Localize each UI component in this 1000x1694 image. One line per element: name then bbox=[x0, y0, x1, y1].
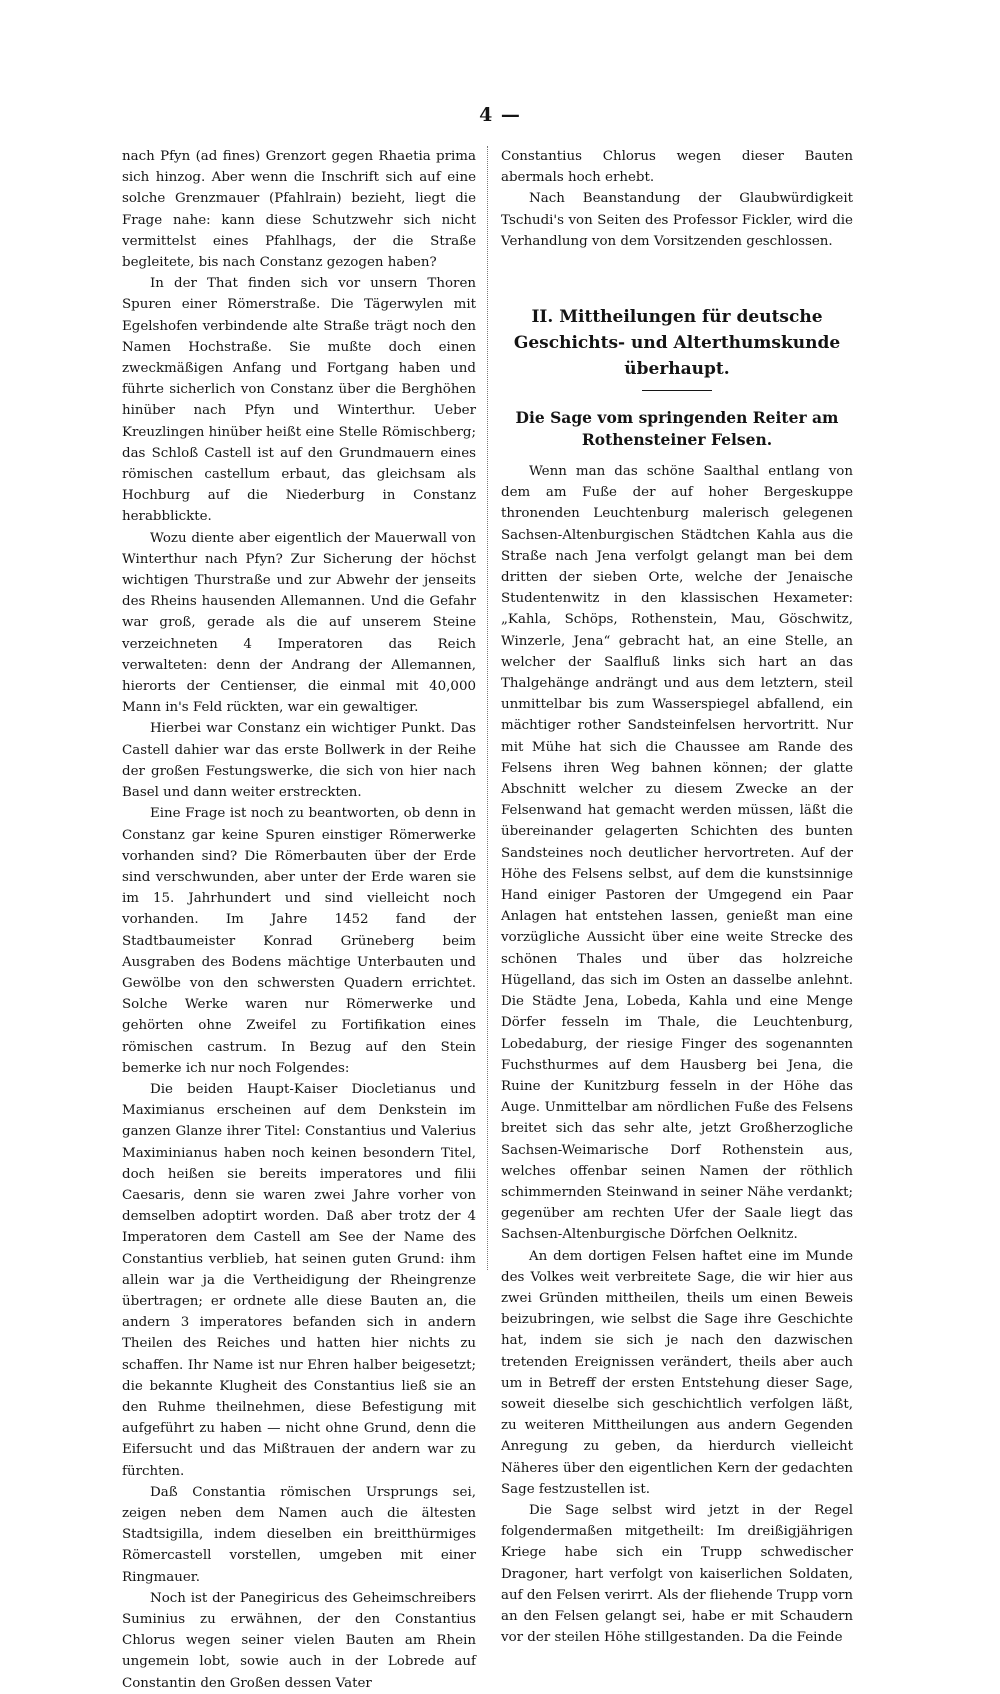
article-title: Die Sage vom springenden Reiter am Rothensteiner Felsen. bbox=[515, 408, 839, 450]
left-column bbox=[122, 146, 476, 1694]
left-paragraph-2: In der That finden sich vor unsern Thoren Spuren einer Römerstraße. Die Tägerwylen mit Egelshofen verbindende alte Straße trägt noch den Namen Hochstraße. Sie mußte doch einen zweckmäßigen Anfang und Fortgang haben und führte sicherlich von Constanz über die Berghöhen hinüber nach Pfyn und Winterthur. Ueber Kreuzlingen hinüber heißt eine Stelle Römischberg; das Schloß Castell ist auf den Grundmauern eines römischen castellum erbaut, das gleichsam als Hochburg auf die Niederburg in Constanz herabblickte. bbox=[122, 276, 476, 525]
right-paragraph-2: An dem dortigen Felsen haftet eine im Munde des Volkes weit verbreitete Sage, die wir hier aus zwei Gründen mittheilen, theils um einen Beweis beizubringen, wie selbst die Sage ihre Geschichte hat, indem sie sich je nach den dazwischen tretenden Ereignissen verändert, theils aber auch um in Betreff der ersten Entstehung dieser Sage, soweit dieselbe sich geschichtlich verfolgen läßt, zu weiteren Mittheilungen aus andern Gegenden Anregung zu geben, da hierdurch vielleicht Näheres über den eigentlichen Kern der gedachten Sage festzustellen ist. bbox=[501, 1248, 853, 1497]
left-paragraph-1: nach Pfyn (ad fines) Grenzort gegen Rhaetia prima sich hinzog. Aber wenn die Inschrift sich auf eine solche Grenzmauer (Pfahlrain) bezieht, liegt die Frage nahe: kann diese Schutzwehr sich nicht vermittelst eines Pfahlhags, der die Straße begleitete, bis nach Constanz gezogen haben? bbox=[122, 149, 476, 271]
left-paragraph-5: Eine Frage ist noch zu beantworten, ob denn in Constanz gar keine Spuren einstiger Römerwerke vorhanden sind? Die Römerbauten über der Erde sind verschwunden, aber unter der Erde waren sie im 15. Jahrhundert und sind vielleicht noch vorhanden. Im Jahre 1452 fand der Stadtbaumeister Konrad Grüneberg beim Ausgraben des Bodens mächtige Unterbauten und Gewölbe von den schwersten Quadern errichtet. Solche Werke waren nur Römerwerke und gehörten ohne Zweifel zu Fortifikation eines römischen castrum. In Bezug auf den Stein bemerke ich nur noch Folgendes: bbox=[122, 806, 476, 1076]
section-heading: II. Mittheilungen für deutsche Geschichts- und Alterthumskunde überhaupt. bbox=[513, 307, 841, 380]
left-paragraph-7: Daß Constantia römischen Ursprungs sei, zeigen neben dem Namen auch die ältesten Stadtsigilla, indem dieselben ein breitthürmiges Römercastell vorstellen, umgeben mit einer Ringmauer. bbox=[122, 1484, 476, 1585]
left-paragraph-6: Die beiden Haupt-Kaiser Diocletianus und Maximianus erscheinen auf dem Denkstein im ganzen Glanze ihrer Titel: Constantius und Valerius Maximinianus haben noch keinen besondern Titel, doch heißen sie bereits imperatores und filii Caesaris, denn sie waren zwei Jahre vorher von demselben adoptirt worden. Daß aber trotz der 4 Imperatoren dem Castell am See der Name des Constantius verblieb, hat seinen guten Grund: ihm allein war ja die Vertheidigung der Rheingrenze übertragen; er ordnete alle diese Bauten an, die andern 3 imperatores befanden sich in andern Theilen des Reiches und hatten hier nichts zu schaffen. Ihr Name ist nur Ehren halber beigesetzt; die bekannte Klugheit des Constantius ließ sie an den Ruhme theilnehmen, diese Befestigung mit aufgeführt zu haben — nicht ohne Grund, denn die Eifersucht und das Mißtrauen der andern war zu fürchten. bbox=[122, 1081, 476, 1479]
left-paragraph-4: Hierbei war Constanz ein wichtiger Punkt. Das Castell dahier war das erste Bollwerk in der Reihe der großen Festungswerke, die sich von hier nach Basel und dann weiter erstreckten. bbox=[122, 721, 476, 801]
column-divider bbox=[487, 146, 488, 1270]
page-number: 4 — bbox=[479, 104, 521, 126]
right-paragraph-1: Wenn man das schöne Saalthal entlang von dem am Fuße der auf hoher Bergeskuppe thronenden Leuchtenburg malerisch gelegenen Sachsen-Altenburgischen Städtchen Kahla aus die Straße nach Jena verfolgt gelangt man bei dem dritten der sieben Orte, welche der Jenaische Studentenwitz in den klassischen Hexameter: „Kahla, Schöps, Rothenstein, Mau, Göschwitz, Winzerle, Jena“ gebracht hat, an eine Stelle, an welcher der Saalfluß links sich hart an das Thalgehänge andrängt und aus dem letztern, steil unmittelbar bis zum Wasserspiegel abfallend, ein mächtiger rother Sandsteinfelsen hervortritt. Nur mit Mühe hat sich die Chaussee am Rande des Felsens ihren Weg bahnen können; der glatte Abschnitt welcher zu diesem Zwecke an der Felsenwand hat gemacht werden müssen, läßt die übereinander gelagerten Schichten des bunten Sandsteines noch deutlicher hervortreten. Auf der Höhe des Felsens selbst, auf dem die kunstsinnige Hand einiger Pastoren der Umgegend ein Paar Anlagen hat entstehen lassen, genießt man eine vorzügliche Aussicht über eine weite Strecke des schönen Thales und über das holzreiche Hügelland, das sich im Osten an dasselbe anlehnt. Die Städte Jena, Lobeda, Kahla und eine Menge Dörfer fesseln im Thale, die Leuchtenburg, Lobedaburg, der riesige Finger des sogenannten Fuchsthurmes auf dem Hausberg bei Jena, die Ruine der Kunitzburg fesseln in der Höhe das Auge. Unmittelbar am nördlichen Fuße des Felsens breitet sich das sehr alte, jetzt Großherzogliche Sachsen-Weimarische Dorf Rothenstein aus, welches offenbar seinen Namen der röthlich schimmernden Steinwand in seiner Nähe verdankt; gegenüber am rechten Ufer der Saale liegt das Sachsen-Altenburgische Dörfchen Oelknitz. bbox=[501, 464, 853, 1243]
heading-rule bbox=[642, 390, 712, 391]
left-paragraph-8: Noch ist der Panegiricus des Geheimschreibers Suminius zu erwähnen, der den Constantius Chlorus wegen seiner vielen Bauten am Rhein ungemein lobt, sowie auch in der Lobrede auf Constantin den Großen dessen Vater bbox=[122, 1590, 476, 1691]
right-column bbox=[501, 146, 853, 1648]
left-paragraph-3: Wozu diente aber eigentlich der Mauerwall von Winterthur nach Pfyn? Zur Sicherung der höchst wichtigen Thurstraße und zur Abwehr der jenseits des Rheins hausenden Allemannen. Und die Gefahr war groß, gerade als die auf unserem Steine verzeichneten 4 Imperatoren das Reich verwalteten: denn der Andrang der Allemannen, hierorts der Centienser, die einmal mit 40,000 Mann in's Feld rückten, war ein gewaltiger. bbox=[122, 530, 476, 716]
right-top-paragraph-1: Constantius Chlorus wegen dieser Bauten abermals hoch erhebt. bbox=[501, 149, 853, 186]
right-top-paragraph-2: Nach Beanstandung der Glaubwürdigkeit Tschudi's von Seiten des Professor Fickler, wird die Verhandlung von dem Vorsitzenden geschlossen. bbox=[501, 191, 853, 249]
right-paragraph-3: Die Sage selbst wird jetzt in der Regel folgendermaßen mitgetheilt: Im dreißigjährigen Kriege habe sich ein Trupp schwedischer Dragoner, hart verfolgt von kaiserlichen Soldaten, auf den Felsen verirrt. Als der fliehende Trupp vorn an den Felsen gelangt sei, habe er mit Schaudern vor der steilen Höhe stillgestanden. Da die Feinde bbox=[501, 1502, 853, 1646]
